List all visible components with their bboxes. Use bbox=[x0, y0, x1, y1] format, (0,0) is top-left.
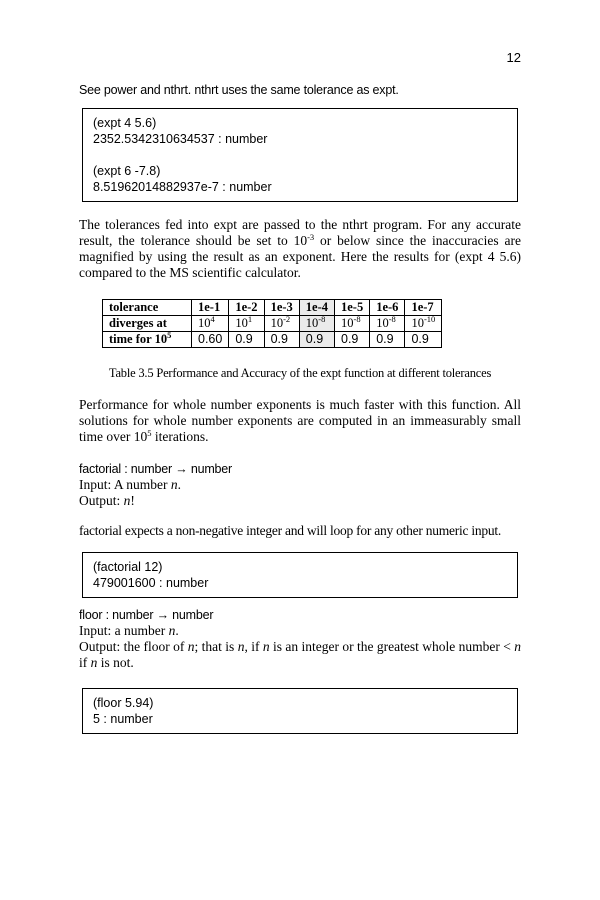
floor-output-var: n bbox=[187, 639, 195, 654]
table-cell bbox=[405, 316, 442, 332]
table-cell: 0.9 bbox=[370, 332, 405, 348]
code-line: (expt 4 5.6) bbox=[93, 116, 157, 130]
page-number: 12 bbox=[506, 50, 521, 65]
code-line: 8.51962014882937e-7 : number bbox=[93, 180, 272, 194]
cell-exponent: 1 bbox=[247, 314, 253, 324]
code-box-expt bbox=[82, 108, 518, 202]
row-label-exponent: 5 bbox=[167, 330, 172, 340]
performance-paragraph bbox=[79, 397, 521, 445]
code-line: (factorial 12) bbox=[93, 560, 163, 574]
table-cell bbox=[335, 316, 370, 332]
performance-exponent: 5 bbox=[147, 428, 152, 438]
table-row-time bbox=[103, 332, 442, 348]
header-cell-highlight: 1e-4 bbox=[299, 300, 334, 316]
floor-output-var: n bbox=[237, 639, 245, 654]
intro-text: See power and nthrt. nthrt uses the same tolerance as expt. bbox=[79, 83, 399, 97]
factorial-note: factorial expects a non-negative integer and will loop for any other numeric input. bbox=[79, 523, 501, 538]
tolerance-table bbox=[102, 299, 442, 348]
code-line: (floor 5.94) bbox=[93, 696, 154, 710]
row-label bbox=[103, 332, 192, 348]
cell-base: 10 bbox=[270, 316, 284, 330]
floor-output-text: if bbox=[79, 655, 91, 670]
factorial-input bbox=[79, 477, 521, 493]
floor-input-var: n bbox=[168, 623, 176, 638]
floor-output-text: Output: the floor of bbox=[79, 639, 188, 654]
factorial-signature: factorial : number → number bbox=[79, 462, 232, 476]
floor-output-text: , if bbox=[244, 639, 263, 654]
code-line: 5 : number bbox=[93, 712, 153, 726]
header-cell: 1e-3 bbox=[264, 300, 299, 316]
table-cell: 0.9 bbox=[264, 332, 299, 348]
cell-base: 10 bbox=[341, 316, 354, 330]
factorial-input-text: Input: A number bbox=[79, 477, 171, 492]
floor-input-suffix: . bbox=[175, 623, 179, 638]
cell-base: 10 bbox=[235, 316, 248, 330]
floor-output-var: n bbox=[262, 639, 270, 654]
table-cell bbox=[229, 316, 264, 332]
cell-base: 10 bbox=[198, 316, 211, 330]
factorial-output-var: n bbox=[123, 493, 131, 508]
code-line: (expt 6 -7.8) bbox=[93, 164, 161, 178]
performance-text-a: Performance for whole number exponents is much faster with this function. All solutions for whole number exponents are computed in an immeasurably small time over 10 bbox=[79, 397, 521, 444]
cell-base: 10 bbox=[376, 316, 389, 330]
floor-output-var: n bbox=[90, 655, 98, 670]
header-cell: tolerance bbox=[103, 300, 192, 316]
table-cell bbox=[370, 316, 405, 332]
header-cell: 1e-5 bbox=[335, 300, 370, 316]
performance-text-b: iterations. bbox=[151, 429, 209, 444]
floor-output-text: is an integer or the greatest whole number < bbox=[269, 639, 515, 654]
row-label: diverges at bbox=[103, 316, 192, 332]
header-cell: 1e-1 bbox=[192, 300, 229, 316]
tolerance-text-b: or below since the inaccuracies are magnified by using the result as an exponent. Here the results for (expt 4 5.6) compared to the MS scientific calculator. bbox=[79, 233, 521, 280]
cell-exponent: -10 bbox=[423, 314, 436, 324]
factorial-output-text: Output: bbox=[79, 493, 124, 508]
tolerance-paragraph bbox=[79, 217, 521, 281]
code-line: 2352.5342310634537 : number bbox=[93, 132, 268, 146]
table-row-diverges bbox=[103, 316, 442, 332]
factorial-input-var: n bbox=[170, 477, 178, 492]
table-cell-highlight: 0.9 bbox=[299, 332, 334, 348]
code-line-blank bbox=[93, 147, 517, 163]
factorial-output-suffix: ! bbox=[130, 493, 135, 508]
code-box-factorial bbox=[82, 552, 518, 598]
floor-input-text: Input: a number bbox=[79, 623, 169, 638]
code-line: 479001600 : number bbox=[93, 576, 209, 590]
table-cell-highlight bbox=[299, 316, 334, 332]
table-cell: 0.9 bbox=[405, 332, 442, 348]
cell-exponent: -2 bbox=[283, 314, 291, 324]
factorial-input-suffix: . bbox=[177, 477, 181, 492]
cell-exponent: -8 bbox=[318, 314, 326, 324]
floor-output-var: n bbox=[514, 639, 522, 654]
cell-base: 10 bbox=[411, 316, 424, 330]
table-cell: 0.60 bbox=[192, 332, 229, 348]
code-box-floor bbox=[82, 688, 518, 734]
table-caption: Table 3.5 Performance and Accuracy of the expt function at different tolerances bbox=[108, 366, 492, 380]
tolerance-exponent: -3 bbox=[307, 232, 315, 242]
table-cell: 0.9 bbox=[229, 332, 264, 348]
header-cell: 1e-6 bbox=[370, 300, 405, 316]
table-cell bbox=[192, 316, 229, 332]
floor-output bbox=[79, 639, 521, 671]
floor-output-text: ; that is bbox=[194, 639, 238, 654]
header-cell: 1e-2 bbox=[229, 300, 264, 316]
table-cell bbox=[264, 316, 299, 332]
floor-signature: floor : number → number bbox=[79, 608, 214, 622]
floor-input bbox=[79, 623, 521, 639]
floor-output-text: is not. bbox=[97, 655, 134, 670]
page-content bbox=[79, 82, 521, 734]
table-cell: 0.9 bbox=[335, 332, 370, 348]
header-cell: 1e-7 bbox=[405, 300, 442, 316]
cell-exponent: 4 bbox=[210, 314, 215, 324]
cell-exponent: -8 bbox=[353, 314, 361, 324]
factorial-output bbox=[79, 493, 521, 509]
cell-base: 10 bbox=[305, 316, 319, 330]
row-label-base: time for 10 bbox=[109, 332, 168, 346]
cell-exponent: -8 bbox=[388, 314, 396, 324]
tolerance-text-a: The tolerances fed into expt are passed to the nthrt program. For any accurate result, the tolerance should be set to 10 bbox=[79, 217, 521, 248]
